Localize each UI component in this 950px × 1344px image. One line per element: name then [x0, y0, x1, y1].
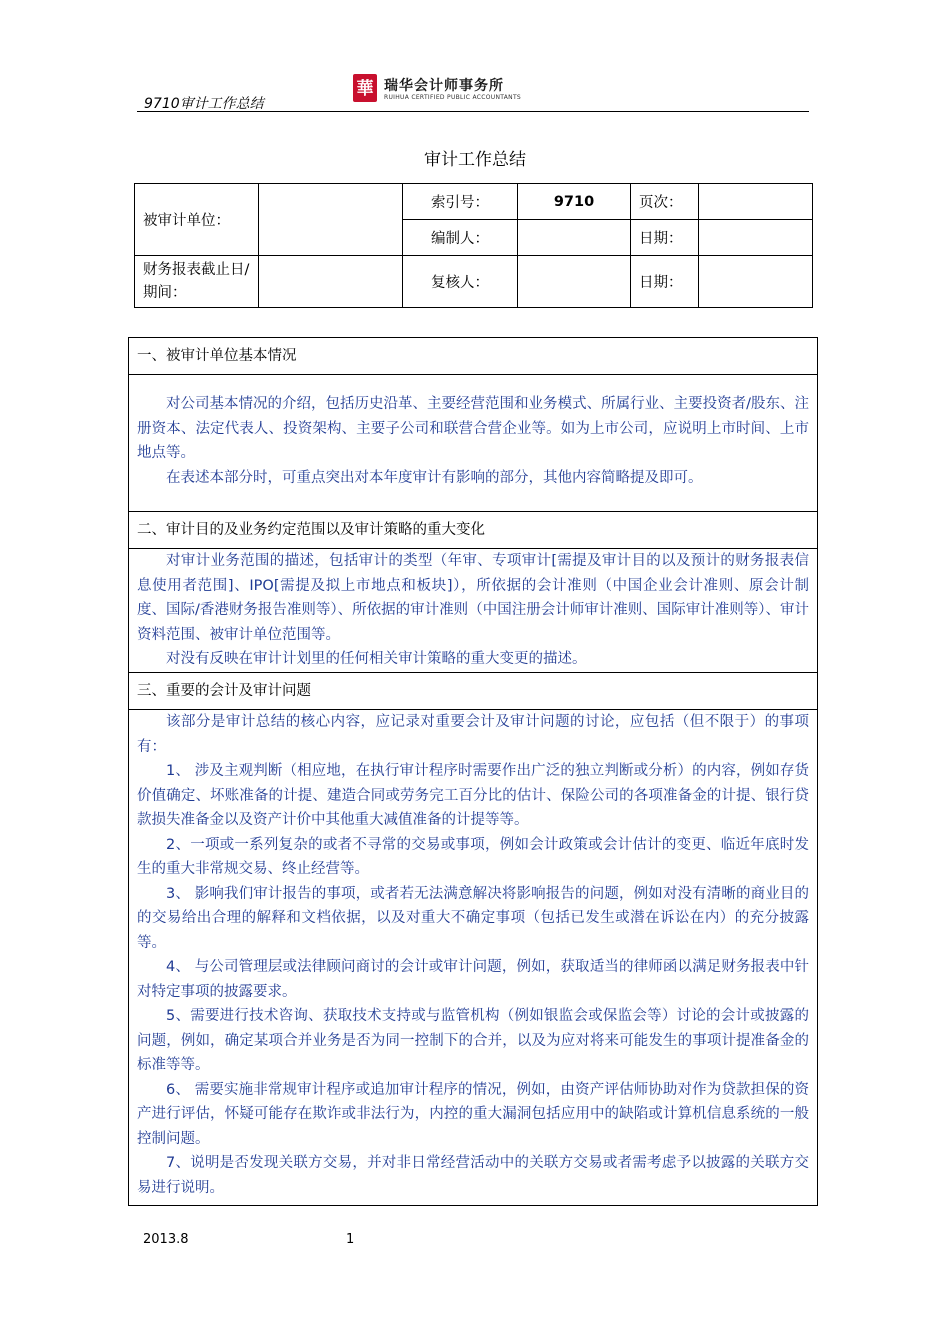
- section-3-paragraph: 6、 需要实施非常规审计程序或追加审计程序的情况，例如，由资产评估师协助对作为贷款担保的资产进行评估，怀疑可能存在欺诈或非法行为，内控的重大漏洞包括应用中的缺陷或计算机信息系统的一般控制问题。: [137, 1081, 809, 1147]
- svg-text:華: 華: [356, 79, 374, 99]
- header-code: 9710审计工作总结: [144, 96, 264, 112]
- section-body-2: [129, 549, 817, 673]
- date-field-1[interactable]: [699, 220, 813, 256]
- document-title: 审计工作总结: [424, 150, 526, 170]
- section-3-paragraph: 5、需要进行技术咨询、获取技术支持或与监管机构（例如银监会或保监会等）讨论的会计或披露的问题，例如，确定某项合并业务是否为同一控制下的合并，以及为应对将来可能发生的事项计提准备金的标准等等。: [137, 1008, 809, 1073]
- section-1-paragraph: 在表述本部分时，可重点突出对本年度审计有影响的部分，其他内容简略提及即可。: [166, 469, 703, 486]
- section-heading-2: 二、审计目的及业务约定范围以及审计策略的重大变化: [129, 512, 817, 549]
- section-1-paragraph: 对公司基本情况的介绍，包括历史沿革、主要经营范围和业务模式、所属行业、主要投资者/股东、注册资本、法定代表人、投资架构、主要子公司和联营合营企业等。如为上市公司，应说明上市时间、上市地点等。: [137, 396, 809, 461]
- page-field[interactable]: [699, 184, 813, 220]
- reviewer-field[interactable]: [518, 256, 631, 308]
- date-label-1: 日期：: [631, 220, 699, 256]
- preparer-field[interactable]: [518, 220, 631, 256]
- section-3-paragraph: 1、 涉及主观判断（相应地，在执行审计程序时需要作出广泛的独立判断或分析）的内容，例如存货价值确定、坏账准备的计提、建造合同或劳务完工百分比的估计、保险公司的各项准备金的计提、银行贷款损失准备金以及资产计价中其他重大减值准备的计提等等。: [137, 763, 809, 828]
- date-label-2: 日期：: [631, 256, 699, 308]
- footer-page-number: 1: [346, 1232, 355, 1247]
- preparer-label: 编制人：: [403, 220, 518, 256]
- company-logo: [352, 73, 552, 103]
- section-body-3: [129, 710, 817, 1205]
- summary-sections: [128, 337, 818, 1206]
- section-3-paragraph: 3、 影响我们审计报告的事项，或者若无法满意解决将影响报告的问题，例如对没有清晰的商业目的的交易给出合理的解释和文档依据，以及对重大不确定事项（包括已发生或潜在诉讼在内）的充分披露等。: [137, 885, 809, 951]
- period-field[interactable]: [259, 256, 403, 308]
- section-2-paragraph: 对审计业务范围的描述，包括审计的类型（年审、专项审计[需提及审计目的以及预计的财务报表信息使用者范围]、IPO[需提及拟上市地点和板块]），所依据的会计准则（中国企业会计准则、原会计制度、国际/香港财务报告准则等）、所依据的审计准则（中国注册会计师审计准则、国际审计准则等）、审计资料范围、被审计单位范围等。: [137, 553, 809, 643]
- index-label: 索引号：: [403, 184, 518, 220]
- section-body-1: [129, 375, 817, 512]
- section-heading-3: 三、重要的会计及审计问题: [129, 673, 817, 710]
- header-divider: [137, 111, 809, 112]
- info-table: [134, 183, 813, 308]
- audited-entity-field[interactable]: [259, 184, 403, 256]
- audited-entity-label: 被审计单位：: [135, 184, 259, 256]
- section-2-paragraph: 对没有反映在审计计划里的任何相关审计策略的重大变更的描述。: [166, 651, 587, 667]
- logo-mark-icon: [352, 73, 378, 103]
- reviewer-label: 复核人：: [403, 256, 518, 308]
- index-value: 9710: [518, 184, 631, 220]
- logo-company-name-en: RUIHUA CERTIFIED PUBLIC ACCOUNTANTS: [384, 94, 522, 101]
- footer-date: 2013.8: [143, 1232, 189, 1247]
- date-field-2[interactable]: [699, 256, 813, 308]
- page-label: 页次：: [631, 184, 699, 220]
- section-3-paragraph: 4、 与公司管理层或法律顾问商讨的会计或审计问题，例如，获取适当的律师函以满足财务报表中针对特定事项的披露要求。: [137, 959, 809, 1000]
- section-3-paragraph: 7、说明是否发现关联方交易，并对非日常经营活动中的关联方交易或者需考虑予以披露的关联方交易进行说明。: [137, 1155, 809, 1196]
- logo-company-name: 瑞华会计师事务所: [384, 78, 504, 94]
- period-label: 财务报表截止日/期间：: [135, 256, 259, 308]
- section-heading-1: 一、被审计单位基本情况: [129, 338, 817, 375]
- section-3-paragraph: 2、一项或一系列复杂的或者不寻常的交易或事项，例如会计政策或会计估计的变更、临近年底时发生的重大非常规交易、终止经营等。: [137, 836, 809, 877]
- section-3-paragraph: 该部分是审计总结的核心内容，应记录对重要会计及审计问题的讨论，应包括（但不限于）的事项有：: [137, 714, 809, 755]
